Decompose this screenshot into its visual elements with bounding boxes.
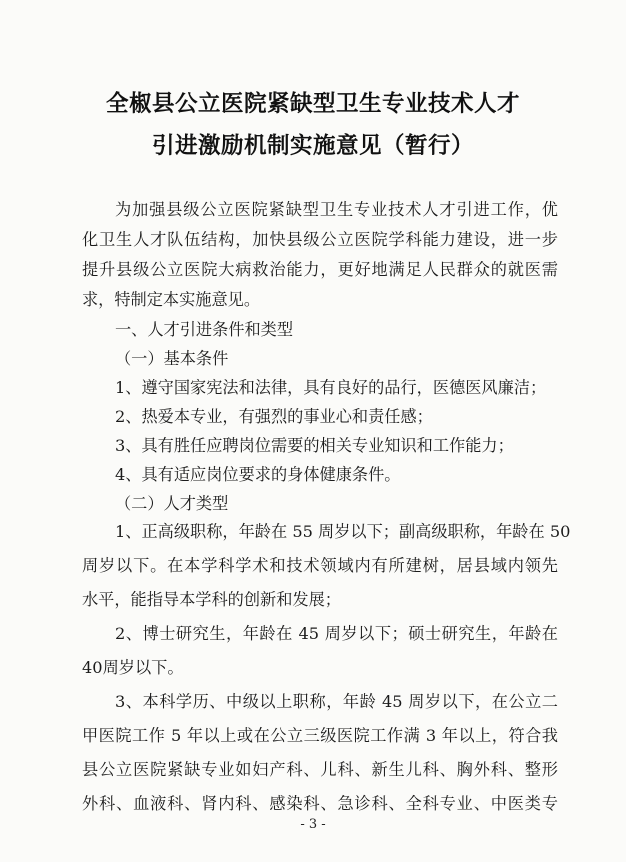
talent-type-1-line-2: 周岁以下。在本学科学术和技术领域内有所建树，居县域内领先: [82, 556, 558, 575]
document-title-line-1: 全椒县公立医院紧缺型卫生专业技术人才: [105, 91, 520, 117]
talent-type-3-line-1: 3、本科学历、中级以上职称，年龄 45 周岁以下，在公立二: [115, 692, 558, 711]
basic-condition-item: 1、遵守国家宪法和法律，具有良好的品行，医德医风廉洁；: [115, 378, 547, 397]
subsection-heading-basic: （一）基本条件: [115, 349, 229, 368]
talent-type-1-line-3: 水平，能指导本学科的创新和发展；: [82, 590, 341, 609]
talent-type-3-line-2: 甲医院工作 5 年以上或在公立三级医院工作满 3 年以上，符合我: [82, 726, 558, 745]
talent-type-2-line-2: 40周岁以下。: [82, 658, 184, 677]
talent-type-2-line-1: 2、博士研究生，年龄在 45 周岁以下；硕士研究生，年龄在: [115, 624, 558, 643]
page-number: - 3 -: [300, 817, 326, 832]
document-title-line-2: 引进激励机制实施意见（暂行）: [151, 133, 474, 159]
intro-line-2: 化卫生人才队伍结构，加快县级公立医院学科能力建设，进一步: [82, 230, 558, 249]
intro-line-4: 求，特制定本实施意见。: [82, 290, 261, 309]
subsection-heading-types: （二）人才类型: [115, 494, 229, 513]
intro-line-3: 提升县级公立医院大病救治能力，更好地满足人民群众的就医需: [82, 260, 558, 279]
basic-condition-item: 2、热爱本专业，有强烈的事业心和责任感；: [115, 407, 433, 426]
talent-type-1-line-1: 1、正高级职称，年龄在 55 周岁以下；副高级职称，年龄在 50: [115, 522, 571, 541]
intro-line-1: 为加强县级公立医院紧缺型卫生专业技术人才引进工作，优: [115, 200, 558, 219]
basic-condition-item: 4、具有适应岗位要求的身体健康条件。: [115, 465, 401, 484]
section-heading-1: 一、人才引进条件和类型: [115, 320, 294, 339]
talent-type-3-line-4: 外科、血液科、肾内科、感染科、急诊科、全科专业、中医类专: [82, 794, 558, 813]
basic-condition-item: 3、具有胜任应聘岗位需要的相关专业知识和工作能力；: [115, 436, 514, 455]
talent-type-3-line-3: 县公立医院紧缺专业如妇产科、儿科、新生儿科、胸外科、整形: [82, 760, 558, 779]
